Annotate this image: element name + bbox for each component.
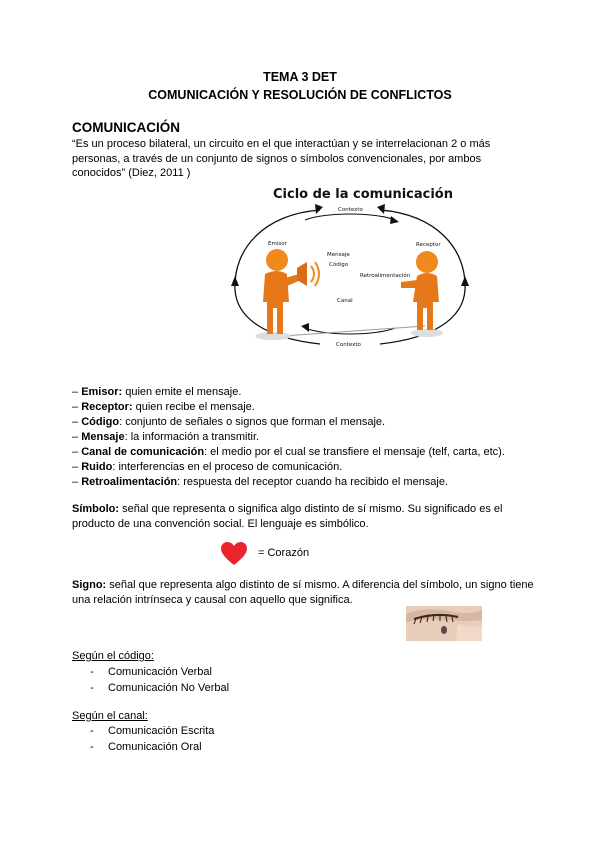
list-codigo bbox=[90, 665, 229, 696]
arrow-top-left-icon bbox=[315, 204, 323, 214]
list-canal bbox=[90, 724, 214, 755]
list-heading-codigo: Según el código: bbox=[72, 650, 154, 662]
definition-item: – Retroalimentación: respuesta del receptor cuando ha recibido el mensaje. bbox=[72, 476, 449, 488]
heart-icon bbox=[221, 542, 247, 566]
definition-item: – Canal de comunicación: el medio por el cual se transfiere el mensaje (telf, carta, etc). bbox=[72, 446, 505, 458]
list-item: - Comunicación No Verbal bbox=[90, 681, 230, 694]
signo-paragraph: Signo: señal que representa algo distinto de sí mismo. A diferencia del símbolo, un signo tiene una relación intrínseca y causal con aquello que significa. bbox=[72, 579, 534, 606]
definition-quote: “Es un proceso bilateral, un circuito en el que interactúan y se interrelacionan 2 o más personas, a través de un conjunto de signos o símbolos convencionales, por ambos conocidos” (Diez, 2011 ) bbox=[72, 138, 491, 179]
receptor-figure-icon bbox=[401, 251, 443, 337]
arrow-left-icon bbox=[231, 276, 239, 286]
label-mensaje: Mensaje bbox=[327, 252, 350, 258]
label-codigo: Código bbox=[329, 262, 349, 268]
arrow-right-icon bbox=[461, 276, 469, 286]
list-item: - Comunicación Verbal bbox=[90, 666, 212, 678]
definition-item: – Ruido: interferencias en el proceso de comunicación. bbox=[72, 461, 343, 473]
arrow-top-right-icon bbox=[377, 204, 385, 214]
arrow-inner-top-icon bbox=[390, 216, 399, 224]
definition-item: – Receptor: quien recibe el mensaje. bbox=[72, 401, 255, 413]
list-item: - Comunicación Oral bbox=[90, 740, 202, 753]
list-item: - Comunicación Escrita bbox=[90, 725, 215, 737]
tear-eye-image bbox=[406, 606, 482, 641]
diagram-title: Ciclo de la comunicación bbox=[273, 187, 453, 202]
simbolo-paragraph: Símbolo: señal que representa o significa algo distinto de sí mismo. Su significado es el producto de una convención social. El lenguaje es simbólico. bbox=[72, 503, 503, 530]
label-receptor: Receptor bbox=[416, 242, 441, 248]
definition-item: – Código: conjunto de señales o signos que forman el mensaje. bbox=[72, 416, 386, 428]
definitions-list bbox=[72, 385, 542, 490]
section-heading: COMUNICACIÓN bbox=[72, 120, 180, 135]
definition-item: – Mensaje: la información a transmitir. bbox=[72, 431, 260, 443]
label-retroalimentacion: Retroalimentación bbox=[360, 273, 411, 279]
label-contexto-top: Contexto bbox=[338, 207, 363, 213]
list-heading-canal: Según el canal: bbox=[72, 710, 148, 722]
communication-cycle-diagram bbox=[225, 178, 475, 353]
label-canal: Canal bbox=[337, 298, 353, 304]
heart-label: = Corazón bbox=[258, 547, 310, 559]
page-subtitle: COMUNICACIÓN Y RESOLUCIÓN DE CONFLICTOS bbox=[148, 88, 452, 102]
definition-item: – Emisor: quien emite el mensaje. bbox=[72, 386, 242, 398]
label-contexto-bottom: Contexto bbox=[336, 342, 361, 348]
page-title: TEMA 3 DET bbox=[263, 70, 337, 84]
inner-arc-top bbox=[305, 214, 395, 220]
arrow-inner-bottom-icon bbox=[301, 323, 309, 332]
label-emisor: Emisor bbox=[268, 241, 287, 247]
emisor-figure-icon bbox=[255, 249, 319, 340]
